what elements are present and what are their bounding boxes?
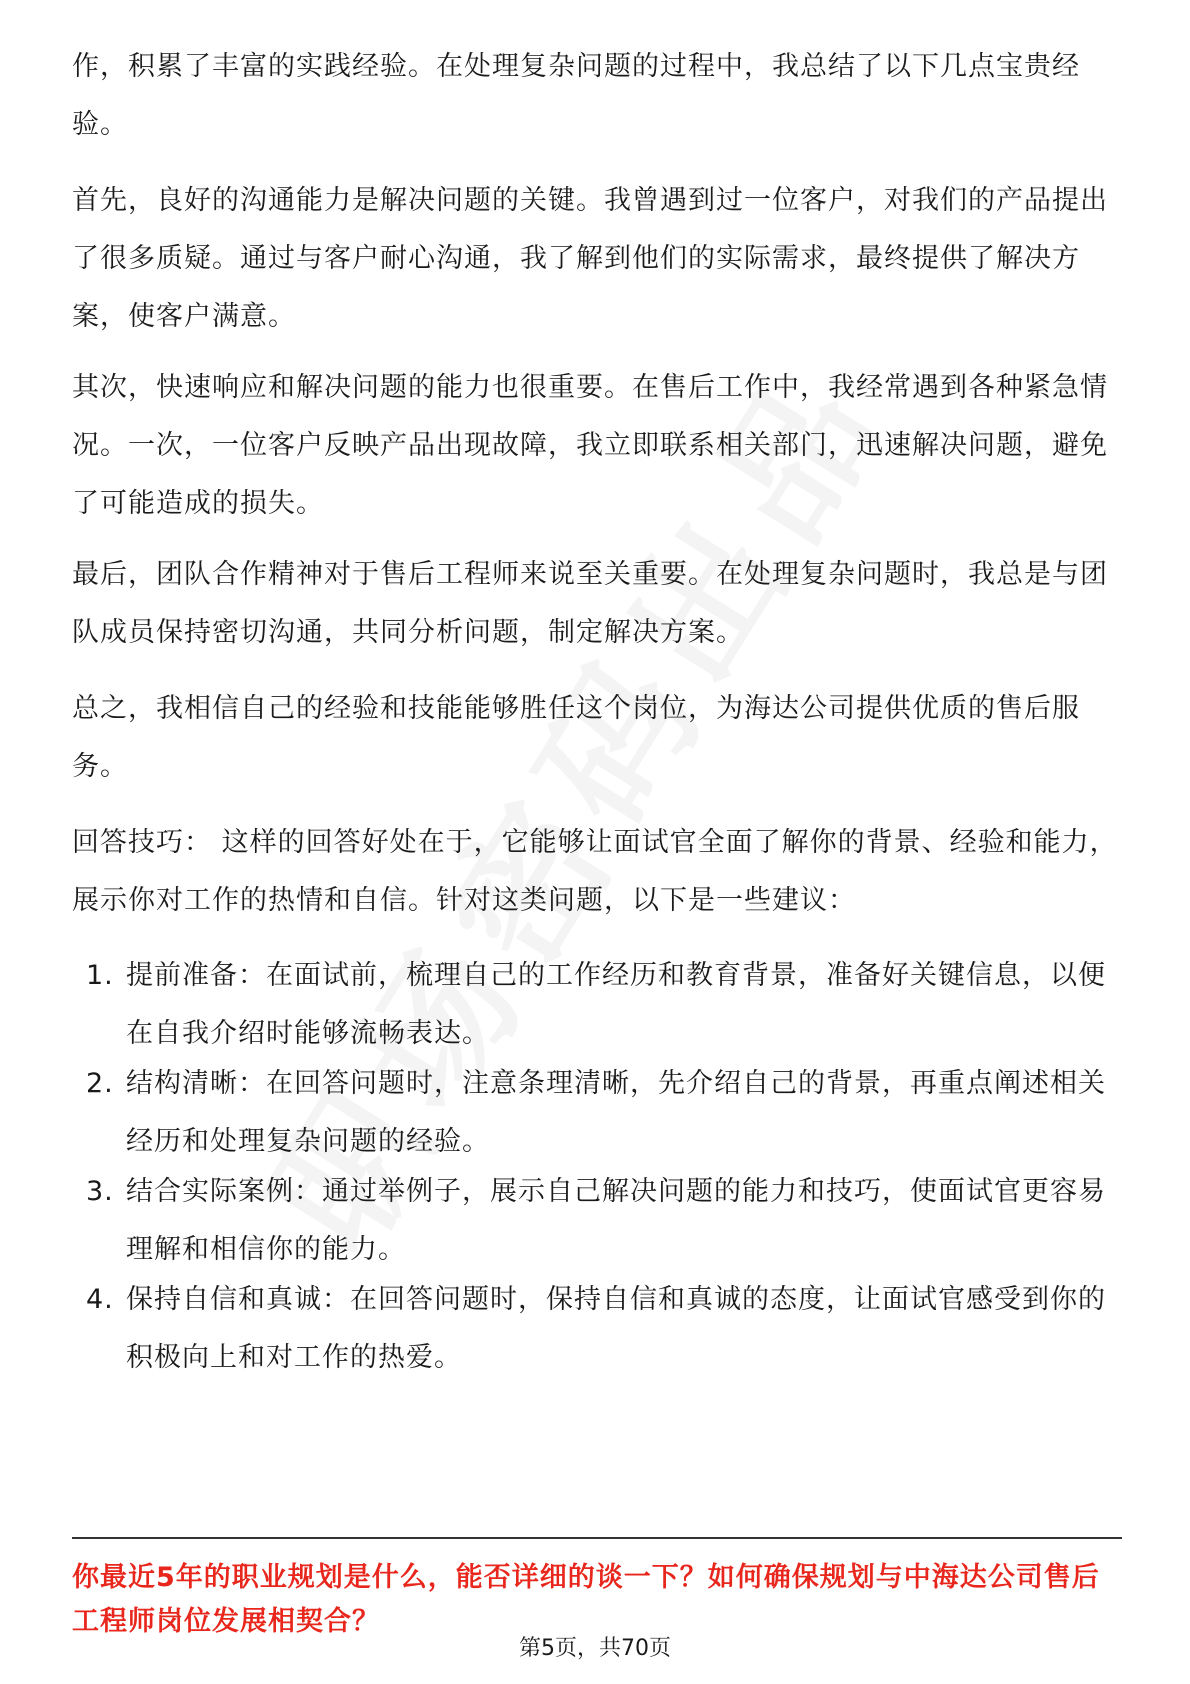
list-number: 4. <box>86 1284 114 1315</box>
paragraph-communication: 首先，良好的沟通能力是解决问题的关键。我曾遇到过一位客户，对我们的产品提出了很多质疑。通过与客户耐心沟通，我了解到他们的实际需求，最终提供了解决方案，使客户满意。 <box>72 185 1108 332</box>
paragraph-intro-continued: 作，积累了丰富的实践经验。在处理复杂问题的过程中，我总结了以下几点宝贵经验。 <box>72 51 1080 140</box>
list-text: 结构清晰：在回答问题时，注意条理清晰，先介绍自己的背景，再重点阐述相关经历和处理复杂问题的经验。 <box>126 1068 1106 1157</box>
next-question-heading: 你最近5年的职业规划是什么，能否详细的谈一下？如何确保规划与中海达公司售后工程师岗位发展相契合？ <box>72 1562 1100 1637</box>
list-text: 保持自信和真诚：在回答问题时，保持自信和真诚的态度，让面试官感受到你的积极向上和对工作的热爱。 <box>126 1284 1106 1373</box>
paragraph-teamwork: 最后，团队合作精神对于售后工程师来说至关重要。在处理复杂问题时，我总是与团队成员保持密切沟通，共同分析问题，制定解决方案。 <box>72 559 1108 648</box>
list-number: 3. <box>86 1176 114 1207</box>
page-footer: 第5页，共70页 <box>519 1636 671 1661</box>
section-divider <box>72 1537 1122 1539</box>
paragraph-answer-tips: 回答技巧： 这样的回答好处在于，它能够让面试官全面了解你的背景、经验和能力，展示你对工作的热情和自信。针对这类问题，以下是一些建议： <box>72 827 1118 916</box>
paragraph-summary: 总之，我相信自己的经验和技能能够胜任这个岗位，为海达公司提供优质的售后服务。 <box>72 693 1080 782</box>
list-number: 1. <box>86 960 114 991</box>
list-text: 提前准备：在面试前，梳理自己的工作经历和教育背景，准备好关键信息，以便在自我介绍时能够流畅表达。 <box>126 960 1106 1049</box>
list-number: 2. <box>86 1068 114 1099</box>
paragraph-response: 其次，快速响应和解决问题的能力也很重要。在售后工作中，我经常遇到各种紧急情况。一次，一位客户反映产品出现故障，我立即联系相关部门，迅速解决问题，避免了可能造成的损失。 <box>72 372 1108 519</box>
list-text: 结合实际案例：通过举例子，展示自己解决问题的能力和技巧，使面试官更容易理解和相信你的能力。 <box>126 1176 1106 1265</box>
